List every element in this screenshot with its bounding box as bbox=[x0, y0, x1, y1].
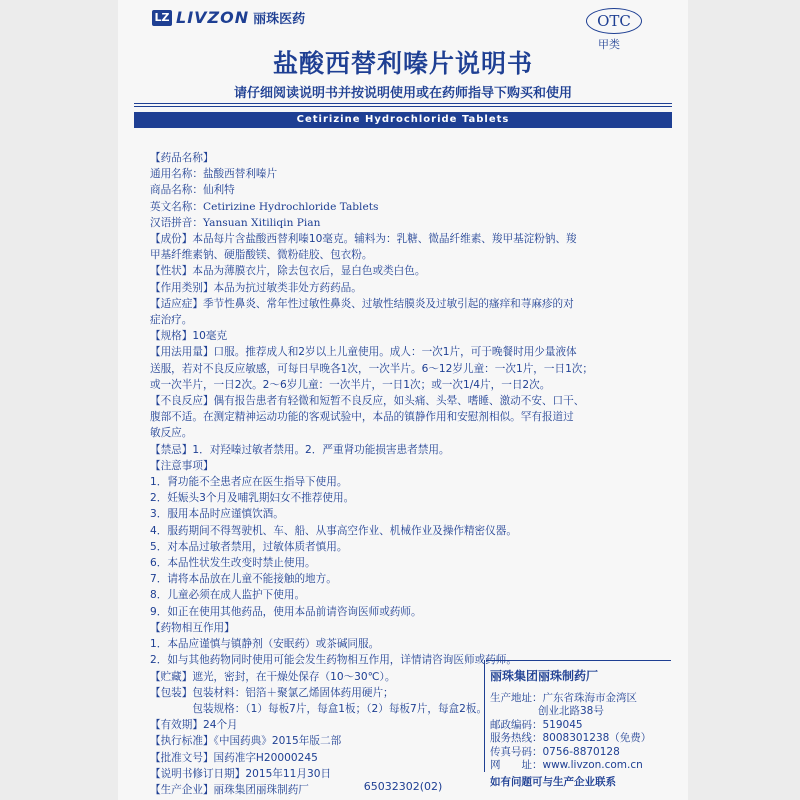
leaflet-line: 【用法用量】口服。推荐成人和2岁以上儿童使用。成人：一次1片，可于晚餐时用少量液体 bbox=[150, 346, 577, 359]
otc-class-label: 甲类 bbox=[598, 38, 620, 51]
leaflet-line: 【包装】包装材料：铝箔＋聚氯乙烯固体药用硬片； bbox=[150, 686, 394, 699]
leaflet-line: 症治疗。 bbox=[150, 314, 193, 327]
leaflet-line: 【性状】本品为薄膜衣片，除去包衣后，显白色或类白色。 bbox=[150, 265, 426, 278]
company-logo bbox=[152, 8, 305, 27]
left-background bbox=[0, 0, 118, 800]
leaflet-line: 【适应症】季节性鼻炎、常年性过敏性鼻炎、过敏性结膜炎及过敏引起的瘙痒和荨麻疹的对 bbox=[150, 297, 574, 310]
leaflet-line: 包装规格：（1）每板7片，每盒1板；（2）每板7片，每盒2板。 bbox=[150, 702, 488, 715]
leaflet-line: 【成份】本品每片含盐酸西替利嗪10毫克。辅料为：乳糖、微晶纤维素、羧甲基淀粉钠、羧 bbox=[150, 233, 577, 246]
manufacturer-postcode: 邮政编码：519045 bbox=[490, 718, 583, 731]
english-name-band: Cetirizine Hydrochloride Tablets bbox=[134, 112, 672, 128]
document-title: 盐酸西替利嗪片说明书 bbox=[272, 49, 533, 78]
leaflet-line: 【执行标准】《中国药典》2015年版二部 bbox=[150, 735, 342, 748]
leaflet-line: 送服，若对不良反应敏感，可每日早晚各1次，一次半片。6～12岁儿童：一次1片，一日1次； bbox=[150, 362, 593, 375]
leaflet-line: 【生产企业】丽珠集团丽珠制药厂 bbox=[150, 783, 309, 796]
otc-badge: OTC bbox=[586, 8, 642, 34]
leaflet-line: 甲基纤维素钠、硬脂酸镁、微粉硅胶、包衣粉。 bbox=[150, 249, 373, 262]
right-background bbox=[688, 0, 800, 800]
manufacturer-address-cont: 创业北路38号 bbox=[538, 705, 604, 717]
leaflet-line: 2．如与其他药物同时使用可能会发生药物相互作用，详情请咨询医师或药师。 bbox=[150, 654, 517, 667]
manufacturer-divider bbox=[486, 660, 671, 661]
document-subtitle: 请仔细阅读说明书并按说明使用或在药师指导下购买和使用 bbox=[233, 86, 572, 101]
leaflet-line: 【药品名称】 bbox=[150, 152, 214, 164]
leaflet-line: 【规格】10毫克 bbox=[150, 330, 228, 343]
leaflet-line: 汉语拼音：Yansuan Xitiliqin Pian bbox=[150, 216, 321, 229]
leaflet-line: 【作用类别】本品为抗过敏类非处方药药品。 bbox=[150, 281, 362, 294]
leaflet-line: 1．本品应谨慎与镇静剂（安眠药）或茶碱同服。 bbox=[150, 638, 380, 651]
leaflet-line: 2．妊娠头3个月及哺乳期妇女不推荐使用。 bbox=[150, 492, 355, 505]
logo-brand-text: LIVZON bbox=[176, 8, 250, 27]
manufacturer-fax: 传真号码：0756-8870128 bbox=[490, 745, 620, 758]
manufacturer-address: 生产地址：广东省珠海市金湾区 bbox=[490, 691, 637, 704]
manufacturer-website: 网 址：www.livzon.com.cn bbox=[490, 759, 643, 771]
leaflet-line: 腹部不适。在测定精神运动功能的客观试验中，本品的镇静作用和安慰剂相似。罕有报道过 bbox=[150, 411, 574, 424]
leaflet-line: 【批准文号】国药准字H20000245 bbox=[150, 751, 318, 764]
leaflet-line: 敏反应。 bbox=[150, 427, 193, 440]
leaflet-line: 【禁忌】1．对羟嗪过敏者禁用。2．严重肾功能损害患者禁用。 bbox=[150, 443, 450, 456]
divider-line bbox=[134, 103, 672, 104]
leaflet-line: 【有效期】24个月 bbox=[150, 719, 238, 732]
manufacturer-contact-note: 如有问题可与生产企业联系 bbox=[490, 775, 616, 788]
manufacturer-hotline: 服务热线：8008301238（免费） bbox=[490, 732, 652, 744]
leaflet-line: 【说明书修订日期】2015年11月30日 bbox=[150, 767, 332, 780]
manufacturer-box bbox=[490, 670, 680, 789]
leaflet-line: 通用名称：盐酸西替利嗪片 bbox=[150, 168, 278, 181]
manufacturer-border bbox=[484, 660, 485, 772]
leaflet-line: 或一次半片，一日2次。2～6岁儿童：一次半片，一日1次；或一次1/4片，一日2次。 bbox=[150, 378, 551, 391]
leaflet-line: 商品名称：仙利特 bbox=[150, 184, 235, 197]
manufacturer-name: 丽珠集团丽珠制药厂 bbox=[490, 669, 599, 683]
leaflet-line: 【贮藏】遮光，密封，在干燥处保存（10～30℃）。 bbox=[150, 670, 396, 683]
leaflet-line: 8．儿童必须在成人监护下使用。 bbox=[150, 589, 306, 602]
leaflet-line: 3．服用本品时应谨慎饮酒。 bbox=[150, 508, 284, 521]
divider-line bbox=[134, 106, 672, 107]
leaflet-line: 【注意事项】 bbox=[150, 459, 214, 472]
leaflet-line: 英文名称：Cetirizine Hydrochloride Tablets bbox=[150, 200, 379, 213]
leaflet-line: 7．请将本品放在儿童不能接触的地方。 bbox=[150, 573, 337, 586]
leaflet-line: 6．本品性状发生改变时禁止使用。 bbox=[150, 557, 316, 570]
logo-mark-icon: LZ bbox=[152, 10, 172, 26]
leaflet-line: 1．肾功能不全患者应在医生指导下使用。 bbox=[150, 476, 348, 489]
leaflet-line: 5．对本品过敏者禁用，过敏体质者慎用。 bbox=[150, 540, 348, 553]
print-code: 65032302(02) bbox=[363, 780, 443, 793]
leaflet-line: 【不良反应】偶有报告患者有轻微和短暂不良反应，如头痛、头晕、嗜睡、激动不安、口干、 bbox=[150, 395, 585, 408]
leaflet-line: 4．服药期间不得驾驶机、车、船、从事高空作业、机械作业及操作精密仪器。 bbox=[150, 524, 517, 537]
leaflet-line: 9．如正在使用其他药品，使用本品前请咨询医师或药师。 bbox=[150, 605, 422, 618]
leaflet-line: 【药物相互作用】 bbox=[150, 621, 235, 634]
logo-chinese-text: 丽珠医药 bbox=[253, 12, 306, 27]
